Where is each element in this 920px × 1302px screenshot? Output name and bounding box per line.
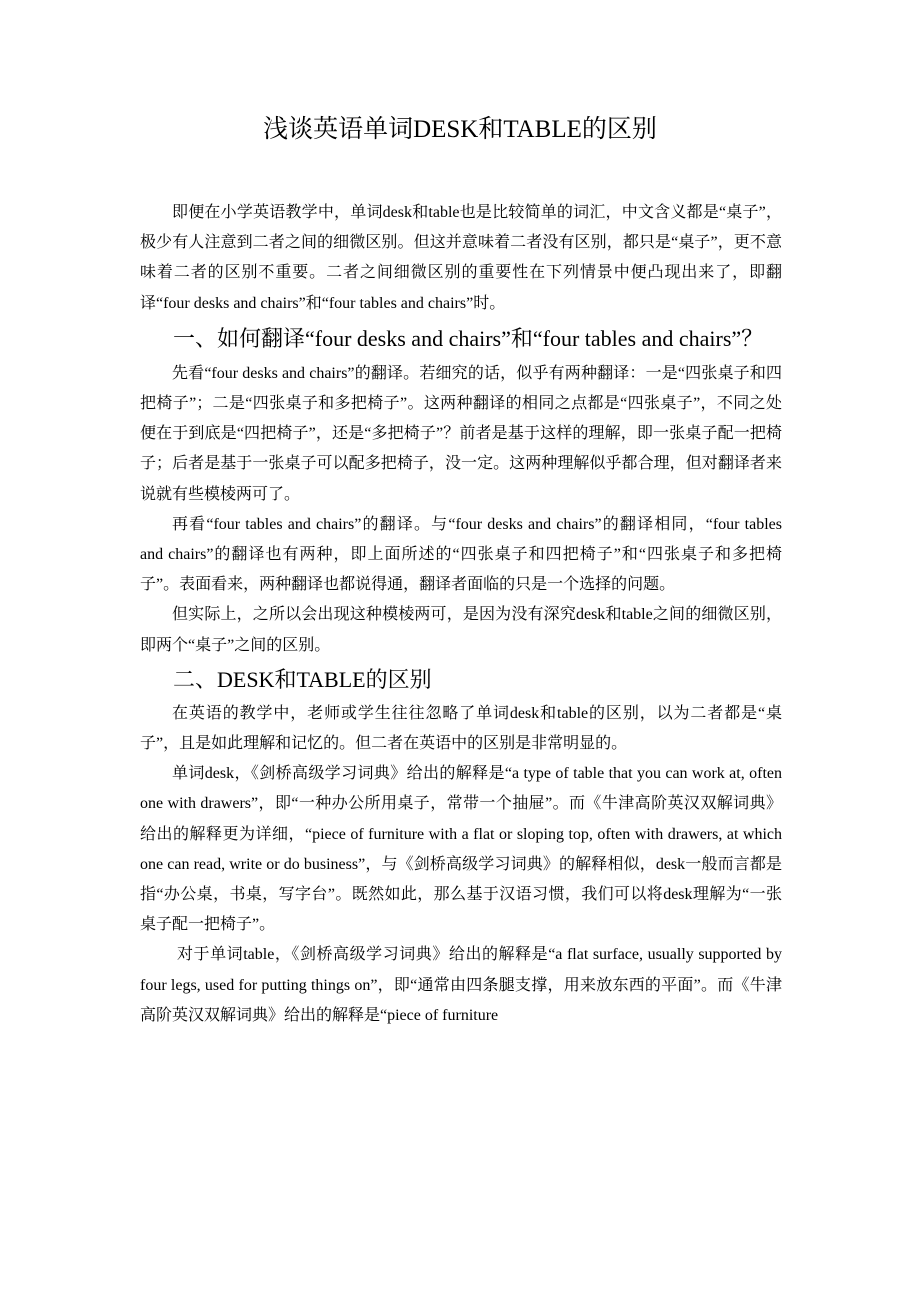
paragraph-desk-definition: 单词desk，《剑桥高级学习词典》给出的解释是“a type of table that you can work at, often one with drawers”，即“一种办公所用桌子，常带一个抽屉”。而《牛津高阶英汉双解词典》给出的解释更为详细，“piece of furniture with a flat or sloping top, often with drawers, at which one can read, write or do business”，与《剑桥高级学习词典》的解释相似，desk一般而言都是指“办公桌，书桌，写字台”。既然如此，那么基于汉语习惯，我们可以将desk理解为“一张桌子配一把椅子”。 bbox=[140, 765, 782, 934]
section-heading-2: 二、DESK和TABLE的区别 bbox=[173, 666, 432, 692]
paragraph-desks-translation: 先看“four desks and chairs”的翻译。若细究的话，似乎有两种翻译：一是“四张桌子和四把椅子”；二是“四张桌子和多把椅子”。这两种翻译的相同之点都是“四张桌子”，不同之处便在于到底是“四把椅子”，还是“多把椅子”？前者是基于这样的理解，即一张桌子配一把椅子；后者是基于一张桌子可以配多把椅子，没一定。这两种理解似乎都合理，但对翻译者来说就有些模棱两可了。 bbox=[140, 364, 782, 503]
document-body bbox=[140, 198, 782, 1031]
document-title: 浅谈英语单词DESK和TABLE的区别 bbox=[263, 116, 657, 143]
paragraph-teaching-neglect: 在英语的教学中，老师或学生往往忽略了单词desk和table的区别，以为二者都是“桌子”，且是如此理解和记忆的。但二者在英语中的区别是非常明显的。 bbox=[140, 704, 782, 753]
section-heading-1: 一、如何翻译“four desks and chairs”和“four tables and chairs”？ bbox=[173, 325, 764, 351]
paragraph-table-definition: 对于单词table，《剑桥高级学习词典》给出的解释是“a flat surface, usually supported by four legs, used for putting things on”，即“通常由四条腿支撑，用来放东西的平面”。而《牛津高阶英汉双解词典》给出的解释是“piece of furniture bbox=[140, 946, 782, 1024]
paragraph-tables-translation: 再看“four tables and chairs”的翻译。与“four desks and chairs”的翻译相同，“four tables and chairs”的翻译也有两种，即上面所述的“四张桌子和四把椅子”和“四张桌子和多把椅子”。表面看来，两种翻译也都说得通，翻译者面临的只是一个选择的问题。 bbox=[140, 515, 782, 594]
paragraph-ambiguity-cause: 但实际上，之所以会出现这种模棱两可，是因为没有深究desk和table之间的细微区别，即两个“桌子”之间的区别。 bbox=[140, 606, 782, 654]
intro-paragraph: 即便在小学英语教学中，单词desk和table也是比较简单的词汇，中文含义都是“桌子”，极少有人注意到二者之间的细微区别。但这并意味着二者没有区别，都只是“桌子”，更不意味着二者的区别不重要。二者之间细微区别的重要性在下列情景中便凸现出来了，即翻译“four desks and chairs”和“four tables and chairs”时。 bbox=[140, 204, 782, 312]
